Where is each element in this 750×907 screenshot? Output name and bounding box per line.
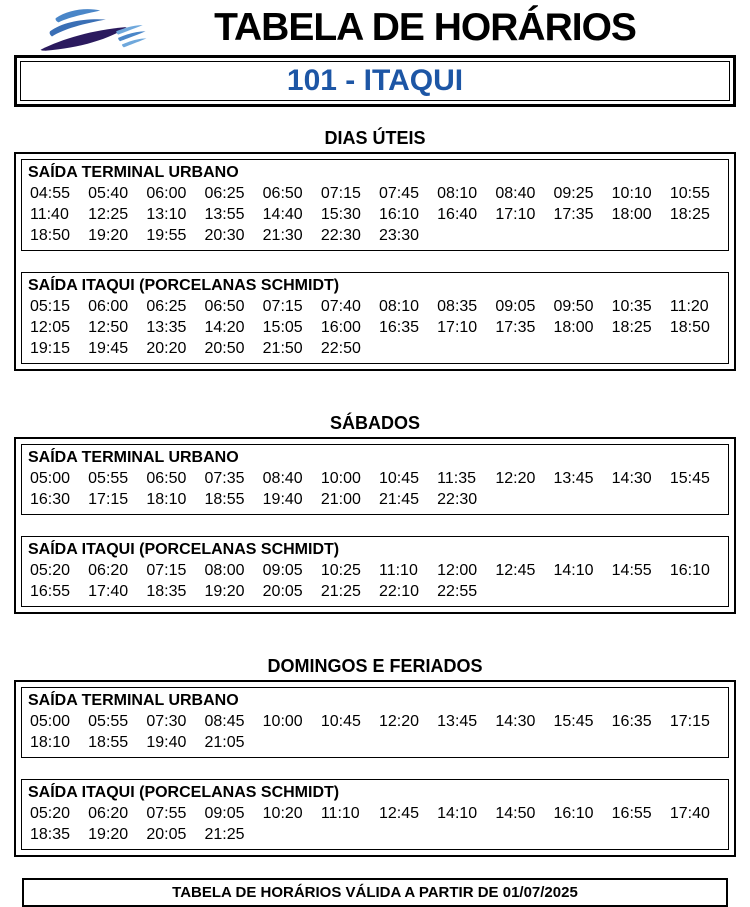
- time-cell: 18:55: [204, 491, 245, 508]
- times-grid: [28, 296, 726, 359]
- time-cell: 21:00: [320, 491, 361, 508]
- section-saturdays: [0, 413, 750, 614]
- time-cell: 13:45: [553, 470, 594, 487]
- time-cell: 09:05: [204, 805, 245, 822]
- time-cell: 17:15: [88, 491, 129, 508]
- time-cell: 06:50: [146, 470, 187, 487]
- departure-label: SAÍDA TERMINAL URBANO: [28, 692, 239, 709]
- time-cell: 19:20: [88, 227, 129, 244]
- time-cell: 07:55: [146, 805, 187, 822]
- time-cell: 16:35: [379, 319, 420, 336]
- time-cell: 16:10: [669, 562, 710, 579]
- time-cell: 04:55: [30, 185, 71, 202]
- validity-note: TABELA DE HORÁRIOS VÁLIDA A PARTIR DE 01/07/2025: [22, 878, 728, 907]
- time-cell: 11:10: [320, 805, 360, 822]
- time-cell: 18:55: [88, 734, 129, 751]
- time-cell: 16:35: [611, 713, 652, 730]
- time-cell: 10:00: [262, 713, 303, 730]
- time-cell: 17:15: [669, 713, 710, 730]
- time-cell: 06:50: [204, 298, 245, 315]
- section-sundays-holidays: [0, 656, 750, 857]
- section-title: SÁBADOS: [329, 413, 420, 433]
- time-cell: 14:30: [611, 470, 652, 487]
- time-cell: 20:30: [204, 227, 245, 244]
- time-cell: 18:10: [30, 734, 71, 751]
- time-cell: 06:20: [88, 805, 129, 822]
- time-cell: 22:10: [379, 583, 420, 600]
- time-cell: 15:45: [553, 713, 594, 730]
- time-cell: 07:30: [146, 713, 187, 730]
- time-cell: 18:50: [669, 319, 710, 336]
- time-cell: 14:30: [495, 713, 536, 730]
- time-cell: 22:30: [437, 491, 478, 508]
- departure-label: SAÍDA ITAQUI (PORCELANAS SCHMIDT): [28, 541, 340, 558]
- time-cell: 12:00: [437, 562, 478, 579]
- time-cell: 07:45: [379, 185, 420, 202]
- time-cell: 16:10: [553, 805, 594, 822]
- time-cell: 09:50: [553, 298, 594, 315]
- time-cell: 07:40: [320, 298, 361, 315]
- time-cell: 05:00: [30, 713, 71, 730]
- time-cell: 15:05: [262, 319, 303, 336]
- time-cell: 08:40: [262, 470, 303, 487]
- time-cell: 14:20: [204, 319, 245, 336]
- time-cell: 16:00: [320, 319, 361, 336]
- time-cell: 22:50: [320, 340, 361, 357]
- times-grid: [28, 803, 726, 845]
- time-cell: 15:45: [669, 470, 710, 487]
- section-title: DOMINGOS E FERIADOS: [267, 656, 483, 676]
- time-cell: 17:40: [88, 583, 129, 600]
- time-cell: 08:45: [204, 713, 245, 730]
- departure-block-itaqui: [21, 272, 729, 364]
- time-cell: 20:50: [204, 340, 245, 357]
- time-cell: 11:35: [437, 470, 477, 487]
- time-cell: 19:20: [88, 826, 129, 843]
- time-cell: 06:50: [262, 185, 303, 202]
- time-cell: 18:00: [553, 319, 594, 336]
- time-cell: 09:05: [495, 298, 536, 315]
- departure-block-itaqui: [21, 536, 729, 607]
- time-cell: 10:00: [320, 470, 361, 487]
- time-cell: 10:55: [669, 185, 710, 202]
- times-grid: [28, 468, 726, 510]
- time-cell: 14:10: [553, 562, 594, 579]
- time-cell: 05:15: [30, 298, 71, 315]
- time-cell: 07:35: [204, 470, 245, 487]
- time-cell: 10:35: [611, 298, 652, 315]
- time-cell: 18:10: [146, 491, 187, 508]
- time-cell: 18:35: [146, 583, 187, 600]
- swoosh-logo-icon: [22, 2, 150, 54]
- route-title: 101 - ITAQUI: [20, 61, 730, 101]
- time-cell: 13:35: [146, 319, 187, 336]
- time-cell: 23:30: [379, 227, 420, 244]
- time-cell: 21:50: [262, 340, 303, 357]
- time-cell: 16:30: [30, 491, 71, 508]
- section-box: [14, 680, 736, 857]
- time-cell: 05:20: [30, 805, 71, 822]
- time-cell: 18:35: [30, 826, 71, 843]
- time-cell: 17:40: [669, 805, 710, 822]
- time-cell: 16:40: [437, 206, 478, 223]
- time-cell: 07:15: [262, 298, 303, 315]
- time-cell: 21:05: [204, 734, 245, 751]
- time-cell: 16:55: [611, 805, 652, 822]
- time-cell: 10:45: [320, 713, 361, 730]
- time-cell: 13:10: [146, 206, 187, 223]
- time-cell: 21:25: [320, 583, 361, 600]
- section-title: DIAS ÚTEIS: [324, 128, 426, 148]
- time-cell: 08:10: [379, 298, 420, 315]
- time-cell: 16:55: [30, 583, 71, 600]
- time-cell: 12:20: [495, 470, 536, 487]
- time-cell: 14:10: [437, 805, 478, 822]
- time-cell: 06:25: [146, 298, 187, 315]
- time-cell: 09:25: [553, 185, 594, 202]
- time-cell: 08:00: [204, 562, 245, 579]
- time-cell: 09:05: [262, 562, 303, 579]
- time-cell: 19:40: [146, 734, 187, 751]
- departure-label: SAÍDA ITAQUI (PORCELANAS SCHMIDT): [28, 784, 340, 801]
- time-cell: 05:55: [88, 470, 129, 487]
- time-cell: 05:55: [88, 713, 129, 730]
- time-cell: 22:55: [437, 583, 478, 600]
- time-cell: 10:45: [379, 470, 420, 487]
- time-cell: 12:45: [379, 805, 420, 822]
- time-cell: 19:40: [262, 491, 303, 508]
- time-cell: 19:45: [88, 340, 129, 357]
- time-cell: 19:20: [204, 583, 245, 600]
- time-cell: 17:10: [495, 206, 536, 223]
- time-cell: 12:25: [88, 206, 129, 223]
- section-weekdays: [0, 128, 750, 371]
- departure-label: SAÍDA ITAQUI (PORCELANAS SCHMIDT): [28, 277, 340, 294]
- time-cell: 11:10: [379, 562, 418, 579]
- time-cell: 08:35: [437, 298, 478, 315]
- route-title-box: [14, 55, 736, 107]
- time-cell: 06:25: [204, 185, 245, 202]
- section-box: [14, 437, 736, 614]
- time-cell: 14:50: [495, 805, 536, 822]
- time-cell: 14:55: [611, 562, 652, 579]
- time-cell: 06:00: [146, 185, 187, 202]
- page-title: TABELA DE HORÁRIOS: [214, 5, 636, 49]
- time-cell: 08:40: [495, 185, 536, 202]
- time-cell: 12:20: [379, 713, 420, 730]
- time-cell: 10:25: [320, 562, 361, 579]
- section-box: [14, 152, 736, 371]
- time-cell: 06:00: [88, 298, 129, 315]
- departure-block-terminal-urbano: [21, 444, 729, 515]
- time-cell: 17:35: [495, 319, 536, 336]
- time-cell: 05:20: [30, 562, 71, 579]
- time-cell: 20:05: [262, 583, 303, 600]
- time-cell: 05:40: [88, 185, 129, 202]
- departure-label: SAÍDA TERMINAL URBANO: [28, 449, 239, 466]
- time-cell: 12:05: [30, 319, 71, 336]
- times-grid: [28, 560, 726, 602]
- time-cell: 17:10: [437, 319, 478, 336]
- time-cell: 21:25: [204, 826, 245, 843]
- times-grid: [28, 711, 726, 753]
- time-cell: 18:25: [611, 319, 652, 336]
- time-cell: 16:10: [379, 206, 420, 223]
- time-cell: 10:20: [262, 805, 303, 822]
- time-cell: 11:40: [30, 206, 69, 223]
- time-cell: 18:50: [30, 227, 71, 244]
- page-header: [0, 0, 750, 55]
- times-grid: [28, 183, 726, 246]
- departure-block-terminal-urbano: [21, 159, 729, 251]
- time-cell: 14:40: [262, 206, 303, 223]
- time-cell: 21:45: [379, 491, 420, 508]
- time-cell: 22:30: [320, 227, 361, 244]
- departure-block-itaqui: [21, 779, 729, 850]
- time-cell: 20:20: [146, 340, 187, 357]
- time-cell: 05:00: [30, 470, 71, 487]
- departure-block-terminal-urbano: [21, 687, 729, 758]
- time-cell: 15:30: [320, 206, 361, 223]
- time-cell: 13:45: [437, 713, 478, 730]
- time-cell: 07:15: [146, 562, 187, 579]
- time-cell: 12:50: [88, 319, 129, 336]
- departure-label: SAÍDA TERMINAL URBANO: [28, 164, 239, 181]
- time-cell: 06:20: [88, 562, 129, 579]
- time-cell: 07:15: [320, 185, 361, 202]
- time-cell: 18:00: [611, 206, 652, 223]
- time-cell: 10:10: [611, 185, 652, 202]
- time-cell: 11:20: [669, 298, 709, 315]
- time-cell: 08:10: [437, 185, 478, 202]
- time-cell: 12:45: [495, 562, 536, 579]
- time-cell: 20:05: [146, 826, 187, 843]
- time-cell: 18:25: [669, 206, 710, 223]
- time-cell: 13:55: [204, 206, 245, 223]
- time-cell: 19:15: [30, 340, 71, 357]
- time-cell: 21:30: [262, 227, 303, 244]
- time-cell: 17:35: [553, 206, 594, 223]
- time-cell: 19:55: [146, 227, 187, 244]
